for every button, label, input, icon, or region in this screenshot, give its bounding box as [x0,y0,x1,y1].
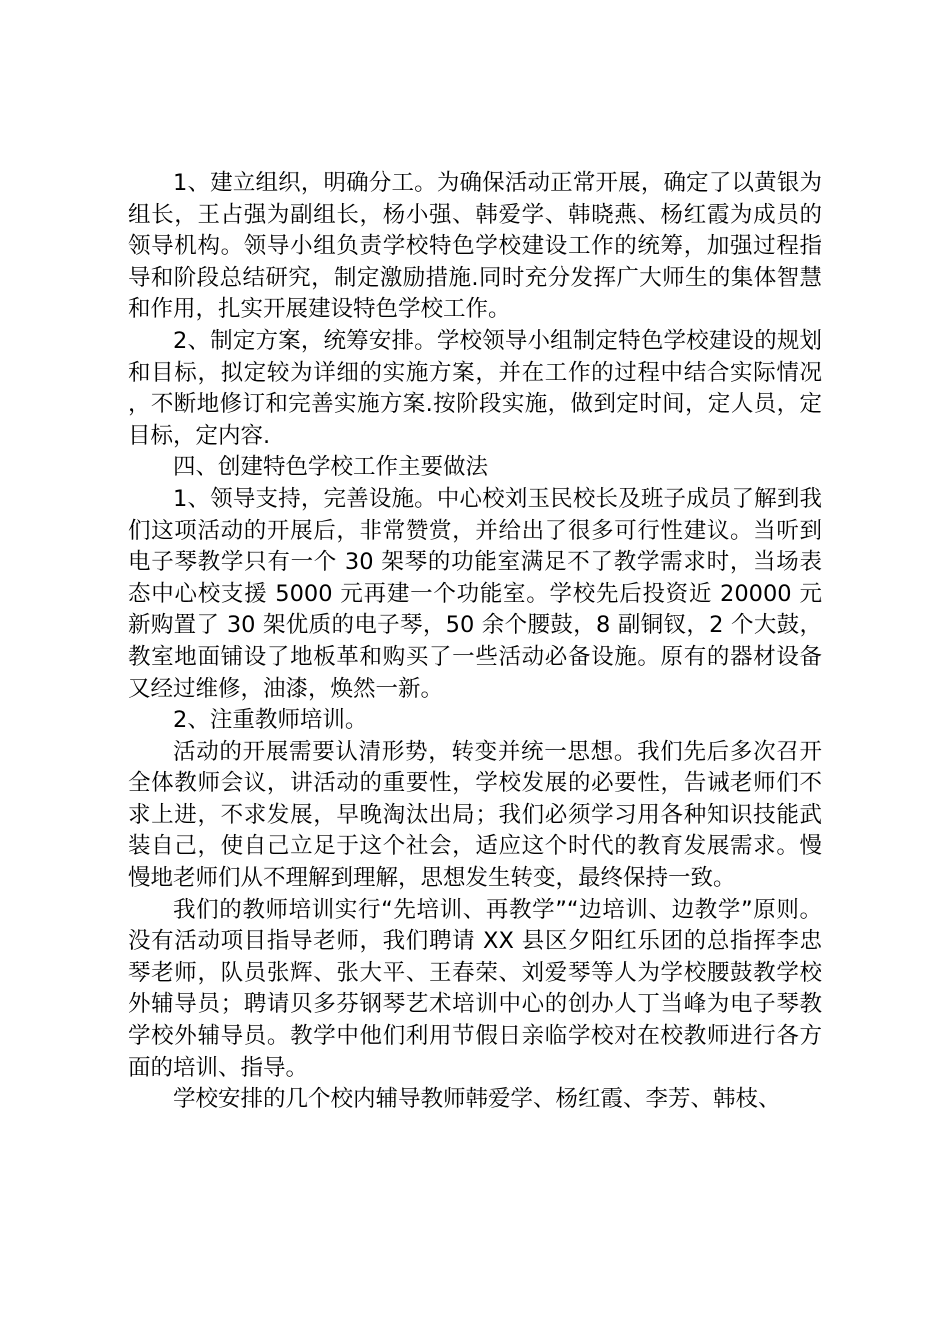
paragraph-leadership-support: 1、领导支持，完善设施。中心校刘玉民校长及班子成员了解到我们这项活动的开展后，非常赞赏，并给出了很多可行性建议。当听到电子琴教学只有一个 30 架琴的功能室满足不了教学需求时，当场表态中心校支援 5000 元再建一个功能室。学校先后投资近 20000 元新购置了 30 架优质的电子琴，50 余个腰鼓，8 副铜钗，2 个大鼓，教室地面铺设了地板革和购买了一些活动必备设施。原有的器材设备又经过维修，油漆，焕然一新。 [128,485,822,702]
paragraph-teacher-training-heading: 2、注重教师培训。 [173,707,368,734]
paragraph-plan: 2、制定方案，统筹安排。学校领导小组制定特色学校建设的规划和目标，拟定较为详细的实施方案，并在工作的过程中结合实际情况，不断地修订和完善实施方案.按阶段实施，做到定时间，定人员，定目标，定内容. [128,327,822,449]
paragraph-training-principle: 我们的教师培训实行“先培训、再教学”“边培训、边教学”原则。没有活动项目指导老师，我们聘请 XX 县区夕阳红乐团的总指挥李忠琴老师，队员张辉、张大平、王春荣、刘爱琴等人为学校腰鼓教学校外辅导员；聘请贝多芬钢琴艺术培训中心的创办人丁当峰为电子琴教学校外辅导员。教学中他们利用节假日亲临学校对在校教师进行各方面的培训、指导。 [128,896,822,1081]
paragraph-internal-tutors: 学校安排的几个校内辅导教师韩爱学、杨红霞、李芳、韩枝、 [173,1086,781,1113]
section-heading-methods: 四、创建特色学校工作主要做法 [173,454,489,481]
paragraph-unify-thinking: 活动的开展需要认清形势，转变并统一思想。我们先后多次召开全体教师会议，讲活动的重要性，学校发展的必要性，告诫老师们不求上进，不求发展，早晚淘汰出局；我们必须学习用各种知识技能武装自己，使自己立足于这个社会，适应这个时代的教育发展需求。慢慢地老师们从不理解到理解，思想发生转变，最终保持一致。 [128,738,822,892]
paragraph-organization: 1、建立组织，明确分工。为确保活动正常开展，确定了以黄银为组长，王占强为副组长，杨小强、韩爱学、韩晓燕、杨红霞为成员的领导机构。领导小组负责学校特色学校建设工作的统筹，加强过程指导和阶段总结研究，制定激励措施.同时充分发挥广大师生的集体智慧和作用，扎实开展建设特色学校工作。 [128,170,822,323]
document-body [128,168,822,1116]
